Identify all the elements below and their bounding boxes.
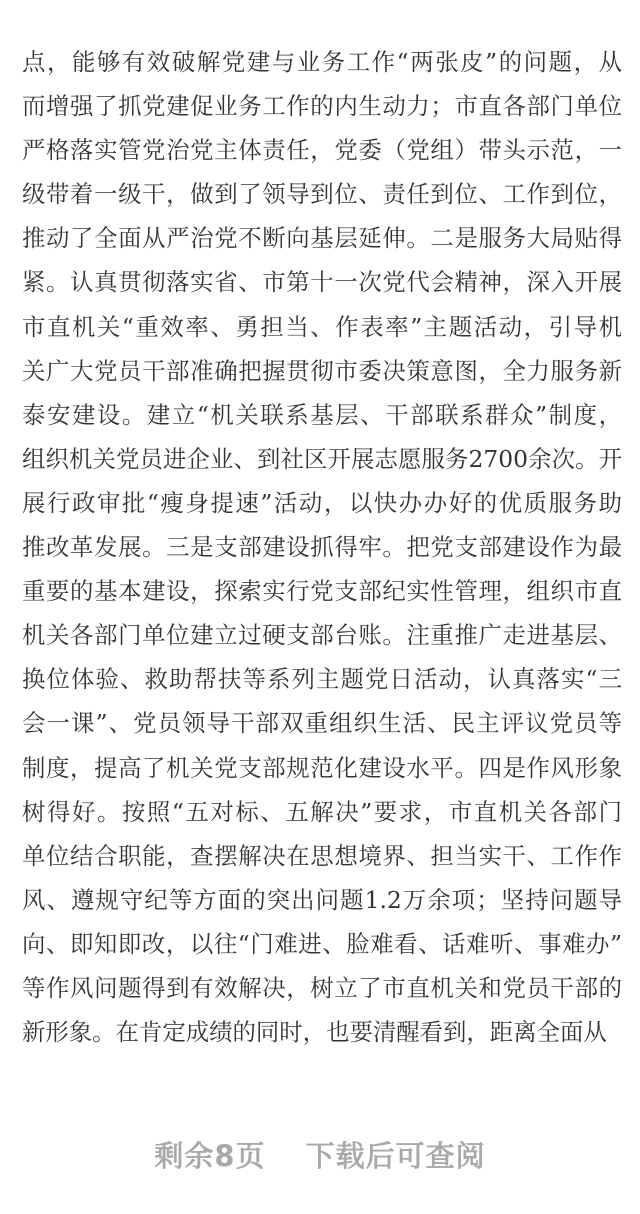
document-text-line: 换位体验、救助帮扶等系列主题党日活动，认真落实“三 — [22, 665, 622, 694]
document-text-line: 会一课”、党员领导干部双重组织生活、民主评议党员等 — [22, 709, 622, 738]
document-text-line: 重要的基本建设，探索实行党支部纪实性管理，组织市直 — [22, 577, 622, 606]
document-text-line: 组织机关党员进企业、到社区开展志愿服务2700余次。开 — [22, 444, 622, 473]
document-text-line: 风、遵规守纪等方面的突出问题1.2万余项；坚持问题导 — [22, 885, 622, 914]
download-footer[interactable] — [0, 1128, 640, 1180]
document-text-line: 市直机关“重效率、勇担当、作表率”主题活动，引导机 — [22, 312, 622, 341]
document-text-line: 树得好。按照“五对标、五解决”要求，市直机关各部门 — [22, 797, 622, 826]
remaining-pages-text: 剩余8页 — [154, 1138, 266, 1173]
document-text-line: 展行政审批“瘦身提速”活动，以快办办好的优质服务助 — [22, 488, 622, 517]
document-text-line: 关广大党员干部准确把握贯彻市委决策意图，全力服务新 — [22, 356, 622, 385]
document-body — [22, 40, 622, 1054]
document-text-line: 等作风问题得到有效解决，树立了市直机关和党员干部的 — [22, 973, 622, 1002]
document-text-line: 单位结合职能，查摆解决在思想境界、担当实干、工作作 — [22, 841, 622, 870]
document-text-line: 而增强了抓党建促业务工作的内生动力；市直各部门单位 — [22, 92, 622, 121]
document-text-line: 制度，提高了机关党支部规范化建设水平。四是作风形象 — [22, 753, 622, 782]
document-text-line: 泰安建设。建立“机关联系基层、干部联系群众”制度， — [22, 400, 622, 429]
download-prompt-text[interactable]: 下载后可查阅 — [305, 1138, 486, 1173]
document-text-line: 推动了全面从严治党不断向基层延伸。二是服务大局贴得 — [22, 224, 622, 253]
document-text-line: 级带着一级干，做到了领导到位、责任到位、工作到位， — [22, 180, 622, 209]
document-text-line: 向、即知即改，以往“门难进、脸难看、话难听、事难办” — [22, 929, 622, 958]
document-text-line: 推改革发展。三是支部建设抓得牢。把党支部建设作为最 — [22, 533, 622, 562]
document-text-line: 严格落实管党治党主体责任，党委（党组）带头示范，一 — [22, 136, 622, 165]
document-text-line: 紧。认真贯彻落实省、市第十一次党代会精神，深入开展 — [22, 268, 622, 297]
document-text-line: 点，能够有效破解党建与业务工作“两张皮”的问题，从 — [22, 48, 622, 76]
document-text-line: 新形象。在肯定成绩的同时，也要清醒看到，距离全面从 — [22, 1018, 607, 1047]
document-text-line: 机关各部门单位建立过硬支部台账。注重推广走进基层、 — [22, 621, 622, 650]
